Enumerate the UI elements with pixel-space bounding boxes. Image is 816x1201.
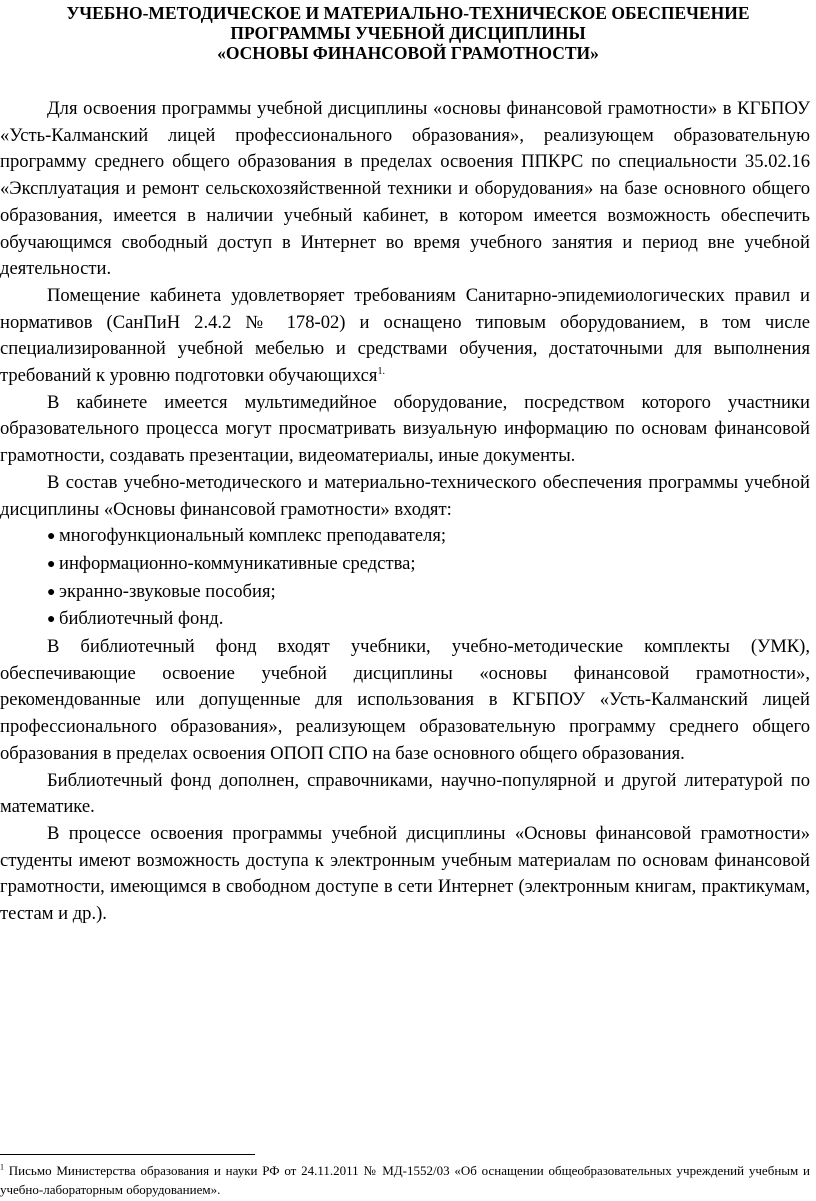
document-title [0, 0, 816, 63]
list-item [47, 606, 810, 634]
title-line-1: УЧЕБНО-МЕТОДИЧЕСКОЕ И МАТЕРИАЛЬНО-ТЕХНИЧЕСКОЕ ОБЕСПЕЧЕНИЕ [66, 3, 750, 23]
paragraph-sanpin-text: Помещение кабинета удовлетворяет требованиям Санитарно-эпидемиологических правил и нормативов (СанПиН 2.4.2 № 178-02) и оснащено типовым оборудованием, в том числе специализированной учебной мебелью и средствами обучения, достаточными для выполнения требований к уровню подготовки обучающихся [0, 284, 810, 387]
equipment-list [0, 523, 810, 634]
footnote-number: 1 [0, 1162, 4, 1172]
list-item [47, 579, 810, 607]
footnote-reference: 1. [377, 365, 385, 377]
footnote-text: Письмо Министерства образования и науки РФ от 24.11.2011 № МД-1552/03 «Об оснащении общеобразовательных учреждений учебным и учебно-лабораторным оборудованием». [0, 1163, 810, 1197]
list-item-text: многофункциональный комплекс преподавателя; [59, 525, 447, 547]
footnote-separator [0, 1154, 255, 1155]
paragraph-library-supplement: Библиотечный фонд дополнен, справочниками, научно-популярной и другой литературой по математике. [0, 769, 810, 818]
list-item-text: экранно-звуковые пособия; [59, 580, 276, 602]
list-item [47, 523, 810, 551]
bullet-icon: ● [47, 556, 56, 572]
bullet-icon: ● [47, 584, 56, 600]
paragraph-classroom: Для освоения программы учебной дисциплины «основы финансовой грамотности» в КГБПОУ «Усть-Калманский лицей профессионального образования», реализующем образовательную программу среднего общего образования в пределах освоения ППКРС по специальности 35.02.16 «Эксплуатация и ремонт сельскохозяйственной техники и оборудования» на базе основного общего образования, имеется в наличии учебный кабинет, в котором имеется возможность обеспечить обучающимся свободный доступ в Интернет во время учебного занятия и период вне учебной деятельности. [0, 98, 810, 280]
list-item-text: библиотечный фонд. [59, 608, 224, 630]
paragraph-online-access: В процессе освоения программы учебной дисциплины «Основы финансовой грамотности» студенты имеют возможность доступа к электронным учебным материалам по основам финансовой грамотности, имеющимся в свободном доступе в сети Интернет (электронным книгам, практикумам, тестам и др.). [0, 822, 810, 925]
footnote [0, 1161, 810, 1199]
list-item [47, 551, 810, 579]
bullet-icon: ● [47, 529, 56, 545]
title-line-3: «ОСНОВЫ ФИНАНСОВОЙ ГРАМОТНОСТИ» [217, 43, 599, 63]
paragraph-multimedia: В кабинете имеется мультимедийное оборудование, посредством которого участники образовательного процесса могут просматривать визуальную информацию по основам финансовой грамотности, создавать презентации, видеоматериалы, иные документы. [0, 391, 810, 467]
bullet-icon: ● [47, 612, 56, 628]
paragraph-sanpin [0, 283, 810, 390]
paragraph-library-fund: В библиотечный фонд входят учебники, учебно-методические комплекты (УМК), обеспечивающие освоение учебной дисциплины «основы финансовой грамотности», рекомендованные или допущенные для использования в КГБПОУ «Усть-Калманский лицей профессионального образования», реализующем образовательную программу среднего общего образования в пределах освоения ОПОП СПО на базе основного общего образования. [0, 636, 810, 764]
document-body [0, 96, 810, 928]
list-item-text: информационно-коммуникативные средства; [59, 552, 416, 574]
paragraph-composition: В состав учебно-методического и материально-технического обеспечения программы учебной дисциплины «Основы финансовой грамотности» входят: [0, 471, 810, 520]
title-line-2: ПРОГРАММЫ УЧЕБНОЙ ДИСЦИПЛИНЫ [230, 23, 586, 43]
